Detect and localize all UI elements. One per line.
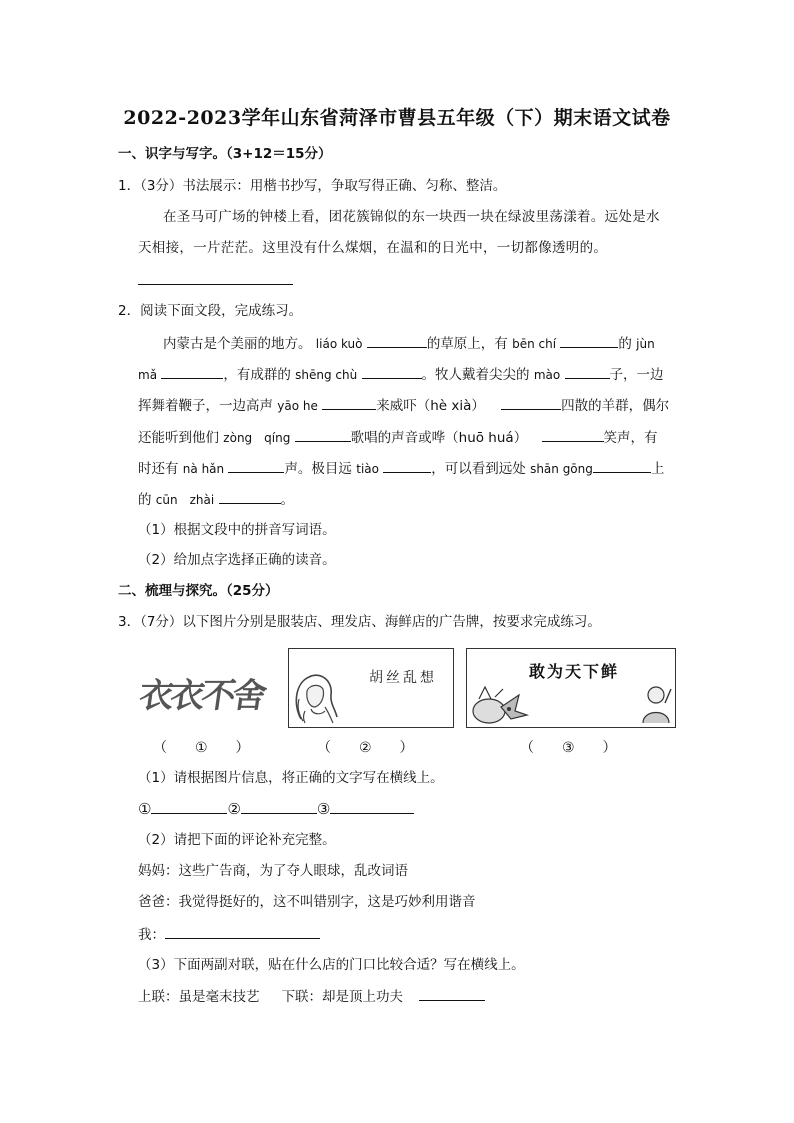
text: ，有成群的: [223, 367, 291, 383]
me-answer[interactable]: [165, 924, 320, 939]
q2-line4: [138, 427, 658, 448]
blank[interactable]: [501, 395, 561, 410]
mark-3: ③: [316, 800, 331, 818]
q2-sub2: （2）给加点字选择正确的读音。: [138, 552, 336, 568]
exam-title: 2022-2023学年山东省菏泽市曹县五年级（下）期末语文试卷: [123, 107, 671, 129]
q2-stem: 2．阅读下面文段，完成练习。: [118, 303, 303, 319]
blank[interactable]: [367, 333, 427, 348]
mark-1: ①: [138, 800, 152, 818]
pinyin: shān gōng: [530, 462, 593, 476]
text: 挥舞着鞭子，一边高声: [138, 398, 273, 414]
ad-barber-shop: [288, 648, 454, 728]
q3-stem: 3．（7分）以下图片分别是服装店、理发店、海鲜店的广告牌，按要求完成练习。: [118, 614, 601, 630]
q1-answer-line[interactable]: [138, 270, 293, 291]
blank[interactable]: [593, 458, 651, 473]
text: 声。极目远: [284, 461, 352, 477]
text: ，可以看到远处: [431, 461, 526, 477]
pinyin: mǎ: [138, 368, 158, 382]
ad1-text: 衣衣不舍: [136, 676, 267, 716]
ad2-text: 胡丝乱想: [369, 670, 437, 686]
pinyin: cūn zhài: [155, 493, 215, 507]
q2-line5: [138, 458, 664, 479]
couplet-up: 上联：虽是毫末技艺: [138, 989, 260, 1005]
woman-hair-icon: [291, 669, 341, 725]
blank-3[interactable]: [330, 799, 414, 814]
pinyin: jùn: [636, 337, 655, 351]
blank[interactable]: [542, 427, 604, 442]
text: 内蒙古是个美丽的地方。: [163, 336, 312, 352]
text: 。牧人戴着尖尖的: [421, 367, 530, 383]
q1-passage-line1: 在圣马可广场的钟楼上看，团花簇锦似的东一块西一块在绿波里荡漾着。远处是水: [163, 209, 660, 225]
pinyin: mào: [533, 368, 561, 382]
ad-seafood-store: [466, 648, 676, 728]
blank-2[interactable]: [241, 799, 317, 814]
q3-me-row: [138, 924, 320, 945]
text: 四散的羊群，偶尔: [561, 398, 670, 414]
chef-icon: [639, 683, 673, 725]
text: 还能听到他们: [138, 430, 219, 446]
blank[interactable]: [322, 395, 376, 410]
text: 笑声，有: [603, 430, 658, 446]
q2-line1: [163, 333, 655, 354]
mark-2: ②: [227, 800, 241, 818]
pinyin: yāo he: [277, 399, 318, 413]
ad1-label: （ ① ）: [153, 740, 250, 756]
q3-sub2: （2）请把下面的评论补充完整。: [138, 832, 336, 848]
q2-line6: [138, 489, 294, 510]
couplet-answer[interactable]: [419, 986, 485, 1001]
text: 的: [138, 492, 152, 508]
blank[interactable]: [560, 333, 618, 348]
q1-stem: 1．（3分）书法展示：用楷书抄写，争取写得正确、匀称、整洁。: [118, 178, 507, 194]
text: 来威吓（hè xià）: [376, 398, 485, 414]
q3-dad: 爸爸：我觉得挺好的，这不叫错别字，这是巧妙利用谐音: [138, 894, 476, 910]
pinyin: nà hǎn: [182, 462, 225, 476]
couplet-down: 下联：却是顶上功夫: [281, 989, 403, 1005]
q3-answer-row: [138, 799, 414, 819]
ad3-text: 敢为天下鲜: [529, 662, 620, 681]
q2-line2: [138, 364, 664, 385]
blank-1[interactable]: [151, 799, 227, 814]
blank[interactable]: [295, 427, 351, 442]
pinyin: liáo kuò: [315, 337, 363, 351]
q1-passage-line2: 天相接，一片茫茫。这里没有什么煤烟，在温和的日光中，一切都像透明的。: [138, 240, 608, 256]
text: 上: [650, 461, 665, 477]
q2-line3: [138, 395, 669, 416]
q3-sub3: （3）下面两副对联，贴在什么店的门口比较合适？写在横线上。: [138, 957, 525, 973]
text: 的: [618, 336, 632, 352]
pinyin: bēn chí: [512, 337, 557, 351]
blank[interactable]: [228, 458, 284, 473]
blank[interactable]: [383, 458, 431, 473]
blank[interactable]: [362, 364, 422, 379]
text: 的草原上，有: [426, 336, 508, 352]
ad-clothing-store: [138, 660, 278, 722]
pinyin: shēng chù: [295, 368, 358, 382]
text: 。: [280, 492, 294, 508]
blank[interactable]: [219, 489, 281, 504]
blank[interactable]: [161, 364, 223, 379]
q3-sub1: （1）请根据图片信息，将正确的文字写在横线上。: [138, 770, 444, 786]
blank[interactable]: [565, 364, 610, 379]
text: 歌唱的声音或哗（huō huá）: [350, 430, 528, 446]
ad2-label: （ ② ）: [317, 740, 414, 756]
q3-couplet-row: [138, 986, 485, 1007]
q3-mom: 妈妈：这些广告商，为了夺人眼球，乱改词语: [138, 863, 408, 879]
pinyin: tiào: [356, 462, 379, 476]
q2-sub1: （1）根据文段中的拼音写词语。: [138, 522, 336, 538]
text: 子，一边: [609, 367, 664, 383]
me-label: 我：: [138, 927, 165, 943]
section2-heading: 二、梳理与探究。（25分）: [118, 583, 279, 599]
text: 时还有: [138, 461, 179, 477]
section1-heading: 一、识字与写字。（3+12＝15分）: [118, 146, 332, 162]
ad3-label: （ ③ ）: [520, 740, 617, 756]
pinyin: zòng qíng: [223, 431, 291, 445]
seafood-basket-icon: [469, 685, 531, 725]
